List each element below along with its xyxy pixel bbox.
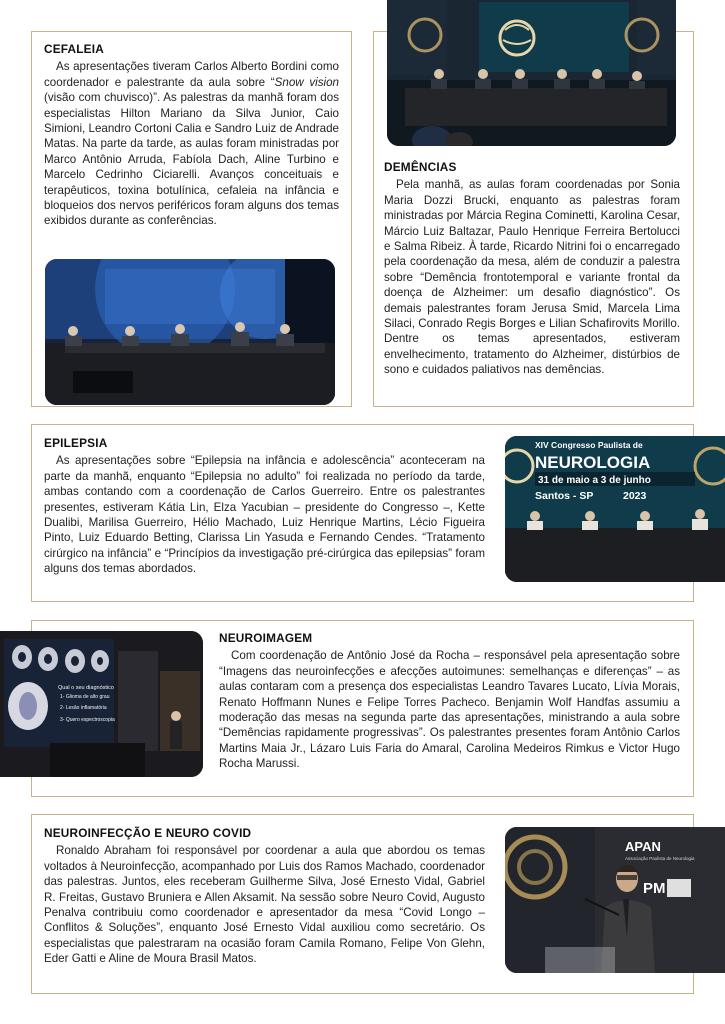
- slide-item-text: 3- Quero espectroscopia: [60, 717, 115, 723]
- epilepsia-photo-panel: [505, 436, 725, 582]
- epilepsia-heading: EPILEPSIA: [44, 436, 108, 450]
- banner-dates-text: 31 de maio a 3 de junho: [538, 475, 651, 486]
- cefaleia-heading: CEFALEIA: [44, 42, 104, 56]
- apan-tagline-text: Associação Paulista de Neurologia: [625, 856, 695, 861]
- neuroinfeccao-article: [44, 826, 485, 967]
- banner-edition-text: XIV Congresso Paulista de: [535, 440, 643, 450]
- neuroimagem-paragraph: Com coordenação de Antônio José da Rocha – responsável pela apresentação sobre “Imagens das neuroinfecções e afecções autoimunes: semelhanças e diferenças” – as aulas contaram com a presença dos especialistas Leandro Tavares Lucato, Lívia Morais, Renato Hoffmann Nunes e Felipe Torres Pacheco. Benjamin Wolf Handfas assumiu a moderação das mesas na segunda parte das apresentações, ministrando a aula sobre “Demências rapidamente progressivas”. Os palestrantes presentes foram Antônio Carlos Martins Maia Jr., Lázaro Luis Faria do Amaral, Carolina Medeiros Rimkus e Victor Hugo Rocha Marussi.: [219, 649, 680, 771]
- epilepsia-paragraph: As apresentações sobre “Epilepsia na infância e adolescência” aconteceram na parte da manhã, enquanto “Epilepsia no adulto” foi realizada no período da tarde, ambas contando com a coordenação de Carlos Guerreiro. Entre os palestrantes presentes, estiveram Kátia Lin, Elza Yacubian – presidente do Congresso –, Kette Dualibi, Marilisa Guerreiro, Hélio Machado, Luiz Henrique Martins, Lécio Figueira Pinto, Luiz Eduardo Betting, Clarissa Lin Yasuda e Fernando Cendes. “Tratamento cirúrgico na infância” e “Princípios da investigação pré-cirúrgica das epilepsias” foram alguns dos temas abordados.: [44, 454, 485, 576]
- cefaleia-article: [44, 42, 339, 229]
- demencias-photo-panel: [387, 0, 676, 146]
- slide-heading-text: Qual o seu diagnóstico: [58, 685, 114, 691]
- neuroimagem-article: [219, 631, 680, 772]
- slide-item-text: 1- Glioma de alto grau: [60, 694, 110, 700]
- banner-year-text: 2023: [623, 490, 647, 502]
- neuroinfeccao-photo-panel: [505, 827, 725, 973]
- cefaleia-paragraph: As apresentações tiveram Carlos Alberto Bordini como coordenador e palestrante da aula sobre “Snow vision (visão com chuvisco)”. As palestras da manhã foram dos especialistas Hilton Mariano da Silva Junior, Caio Simioni, Leandro Cortoni Calia e Sandro Luiz de Andrade Matas. Na parte da tarde, as aulas foram ministradas por Marco Antônio Arruda, Fabíola Dach, Aline Turbino e Marcelo Cedrinho Ciciarelli. Avanços conceituais e terapêuticos, toxina botulínica, cefaleia na infância e bloqueios dos nervos periféricos foram alguns dos temas exibidos durante as conferências.: [44, 60, 339, 228]
- slide-item-text: 2- Lesão inflamatória: [60, 705, 107, 711]
- cefaleia-italic-term: Snow vision: [274, 75, 339, 89]
- neuroinfeccao-heading: NEUROINFECÇÃO E NEURO COVID: [44, 826, 252, 840]
- neuroinfeccao-paragraph: Ronaldo Abraham foi responsável por coordenar a aula que abordou os temas voltados à Neuroinfecção, acompanhado por Luis dos Ramos Machado, coordenador das palestras. Juntos, eles receberam Guilherme Silva, José Ernesto Vidal, Gabriel R. Freitas, Gustavo Bruniera e Allen Aksamit. Na sessão sobre Neuro Covid, Augusto Penalva contribuiu como coordenador e apresentador da mesa “Covid Longo – Conflitos & Soluções”, enquanto José Ernesto Vidal auxiliou como secretário. Os especialistas que palestraram na ocasião foram Camila Romano, Felipe Von Glehn, Eder Gatti e Aline de Moura Brasil Matos.: [44, 844, 485, 966]
- apan-mark-text: PM: [643, 880, 666, 897]
- demencias-paragraph: Pela manhã, as aulas foram coordenadas por Sonia Maria Dozzi Brucki, enquanto as palestras foram ministradas por Márcia Regina Cominetti, Karolina Cesar, Márcio Luiz Baltazar, Paulo Henrique Ferreira Bertolucci e Salma Ribeiz. À tarde, Ricardo Nitrini foi o encarregado pela coordenação da mesa, além de conduzir a palestra sobre “Demência frontotemporal e variante frontal da doença de Alzheimer: um desafio diagnóstico”. Os demais palestrantes foram Jerusa Smid, Marcela Lima Silaci, Conrado Regis Borges e Lilian Schafirovits Morillo. Dentre os temas apresentados, estiveram envelhecimento, tratamento do Alzheimer, distúrbios de sono e cuidados paliativos nas demências.: [384, 178, 680, 377]
- neuroimagem-heading: NEUROIMAGEM: [219, 631, 313, 645]
- demencias-article: [384, 160, 680, 378]
- demencias-heading: DEMÊNCIAS: [384, 160, 457, 174]
- neuroimagem-photo-panel: [0, 631, 203, 777]
- banner-name-text: NEUROLOGIA: [535, 453, 651, 472]
- epilepsia-article: [44, 436, 485, 577]
- apan-logo-text: APAN: [625, 839, 661, 854]
- cefaleia-photo-panel: [45, 259, 335, 405]
- banner-city-text: Santos - SP: [535, 490, 594, 502]
